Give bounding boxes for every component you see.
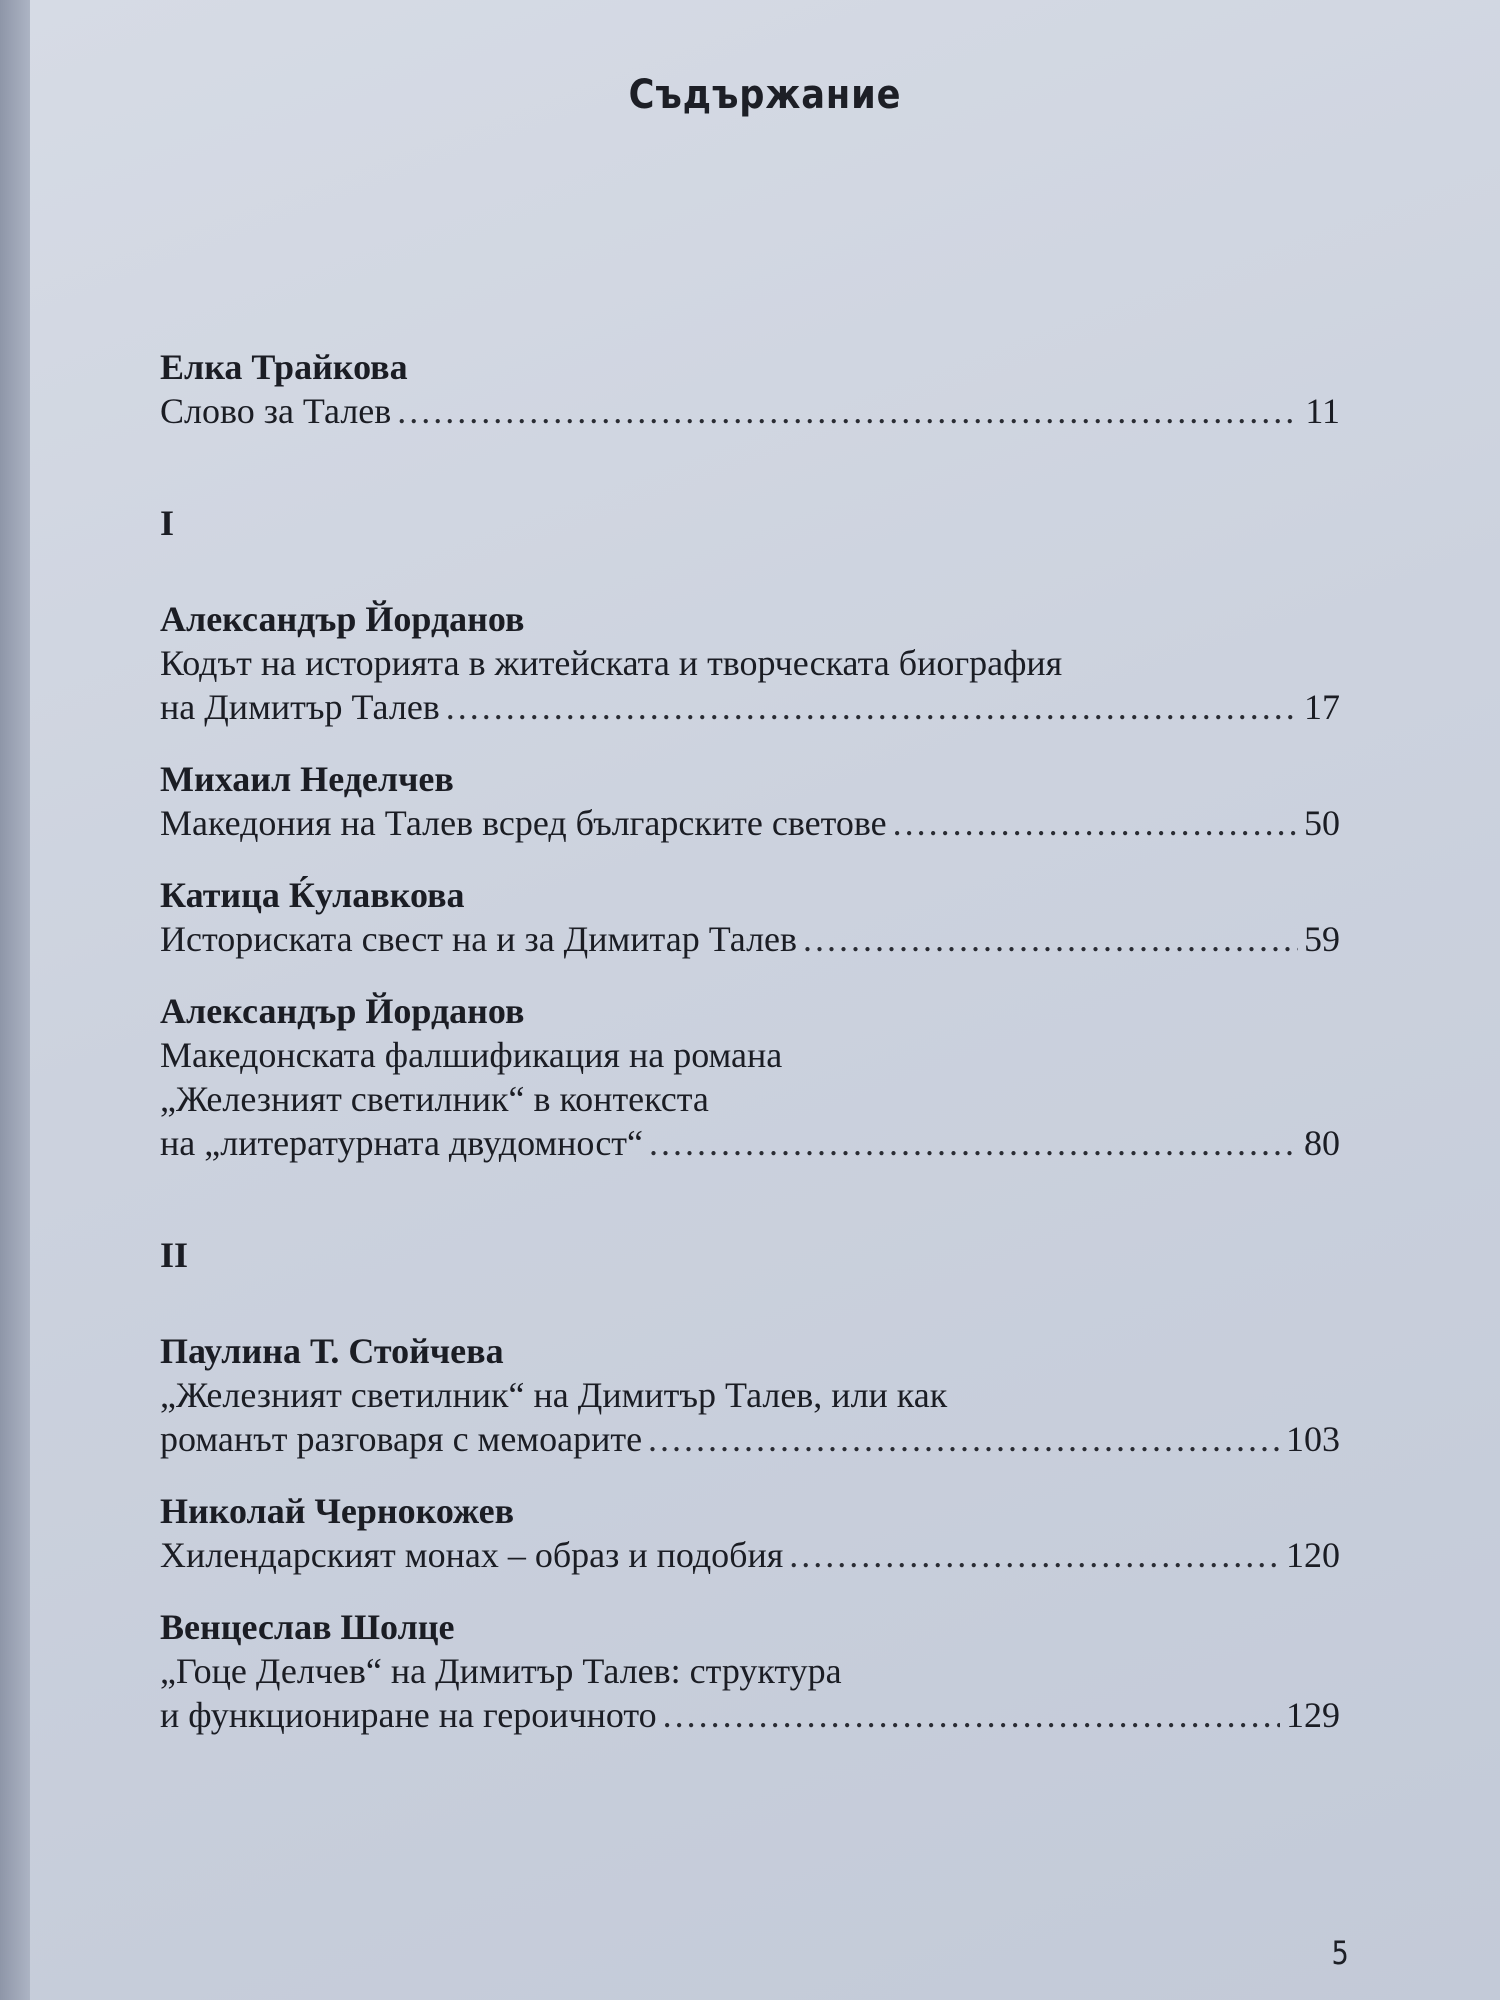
toc-entry <box>160 597 1340 729</box>
toc-entry-title-row <box>160 389 1340 433</box>
toc-entry-title-row <box>160 1417 1340 1461</box>
toc-entry-author: Александър Йорданов <box>160 599 525 639</box>
toc-entry-title-row <box>160 1533 1340 1577</box>
table-of-contents <box>160 345 1340 1737</box>
toc-entry-author: Николай Чернокожев <box>160 1491 515 1531</box>
section-label: II <box>160 1235 189 1275</box>
toc-entry-page-number: 59 <box>1304 919 1340 959</box>
toc-entry-title-line: и функциониране на героичното <box>160 1695 657 1735</box>
toc-entry-page-number: 120 <box>1286 1535 1340 1575</box>
toc-entry-author: Михаил Неделчев <box>160 759 454 799</box>
toc-entry-page-number: 80 <box>1304 1123 1340 1163</box>
toc-entry <box>160 757 1340 845</box>
toc-entry-title-line: Македония на Талев всред българските светове <box>160 803 887 843</box>
section-label: I <box>160 503 175 543</box>
toc-entry-page-number: 103 <box>1286 1419 1340 1459</box>
dot-leader <box>789 1533 1280 1577</box>
toc-entry-title-line: Кодът на историята в житейската и творческата биография <box>160 643 1063 683</box>
page-number: 5 <box>1331 1934 1349 1972</box>
toc-entry-page-number: 50 <box>1304 803 1340 843</box>
toc-entry-page-number: 11 <box>1305 391 1340 431</box>
toc-entry-author: Катица Ќулавкова <box>160 875 465 915</box>
dot-leader <box>649 1121 1298 1165</box>
toc-entry-author: Паулина Т. Стойчева <box>160 1331 504 1371</box>
toc-entry-title-line: Хилендарският монах – образ и подобия <box>160 1535 784 1575</box>
toc-entry <box>160 1329 1340 1461</box>
toc-entry-title-row <box>160 685 1340 729</box>
toc-entry-title-line: Слово за Талев <box>160 391 392 431</box>
toc-entry-page-number: 129 <box>1286 1695 1340 1735</box>
toc-entry-title-line: на Димитър Талев <box>160 687 440 727</box>
toc-entry-title-row <box>160 1121 1340 1165</box>
toc-entry <box>160 1489 1340 1577</box>
toc-entry-author: Елка Трайкова <box>160 347 408 387</box>
toc-entry-title-line: романът разговаря с мемоарите <box>160 1419 643 1459</box>
book-page <box>30 0 1500 2000</box>
toc-entry-title-line: на „литературната двудомност“ <box>160 1123 644 1163</box>
toc-entry-title-line: „Железният светилник“ в контекста <box>160 1079 709 1119</box>
toc-entry <box>160 345 1340 433</box>
dot-leader <box>893 801 1298 845</box>
toc-entry-title-row <box>160 801 1340 845</box>
page-title: Съдържание <box>628 72 902 118</box>
dot-leader <box>663 1693 1280 1737</box>
toc-entry <box>160 1605 1340 1737</box>
toc-entry-author: Венцеслав Шолце <box>160 1607 455 1647</box>
toc-entry-title-line: Историската свест на и за Димитар Талев <box>160 919 798 959</box>
toc-entry-title-line: Македонската фалшификация на романа <box>160 1035 783 1075</box>
toc-entry-title-row <box>160 917 1340 961</box>
dot-leader <box>446 685 1298 729</box>
toc-entry <box>160 989 1340 1165</box>
toc-entry-title-line: „Железният светилник“ на Димитър Талев, или как <box>160 1375 948 1415</box>
dot-leader <box>397 389 1299 433</box>
toc-entry <box>160 873 1340 961</box>
toc-entry-title-row <box>160 1693 1340 1737</box>
toc-entry-author: Александър Йорданов <box>160 991 525 1031</box>
dot-leader <box>648 1417 1280 1461</box>
toc-entry-page-number: 17 <box>1304 687 1340 727</box>
toc-entry-title-line: „Гоце Делчев“ на Димитър Талев: структура <box>160 1651 842 1691</box>
dot-leader <box>803 917 1298 961</box>
